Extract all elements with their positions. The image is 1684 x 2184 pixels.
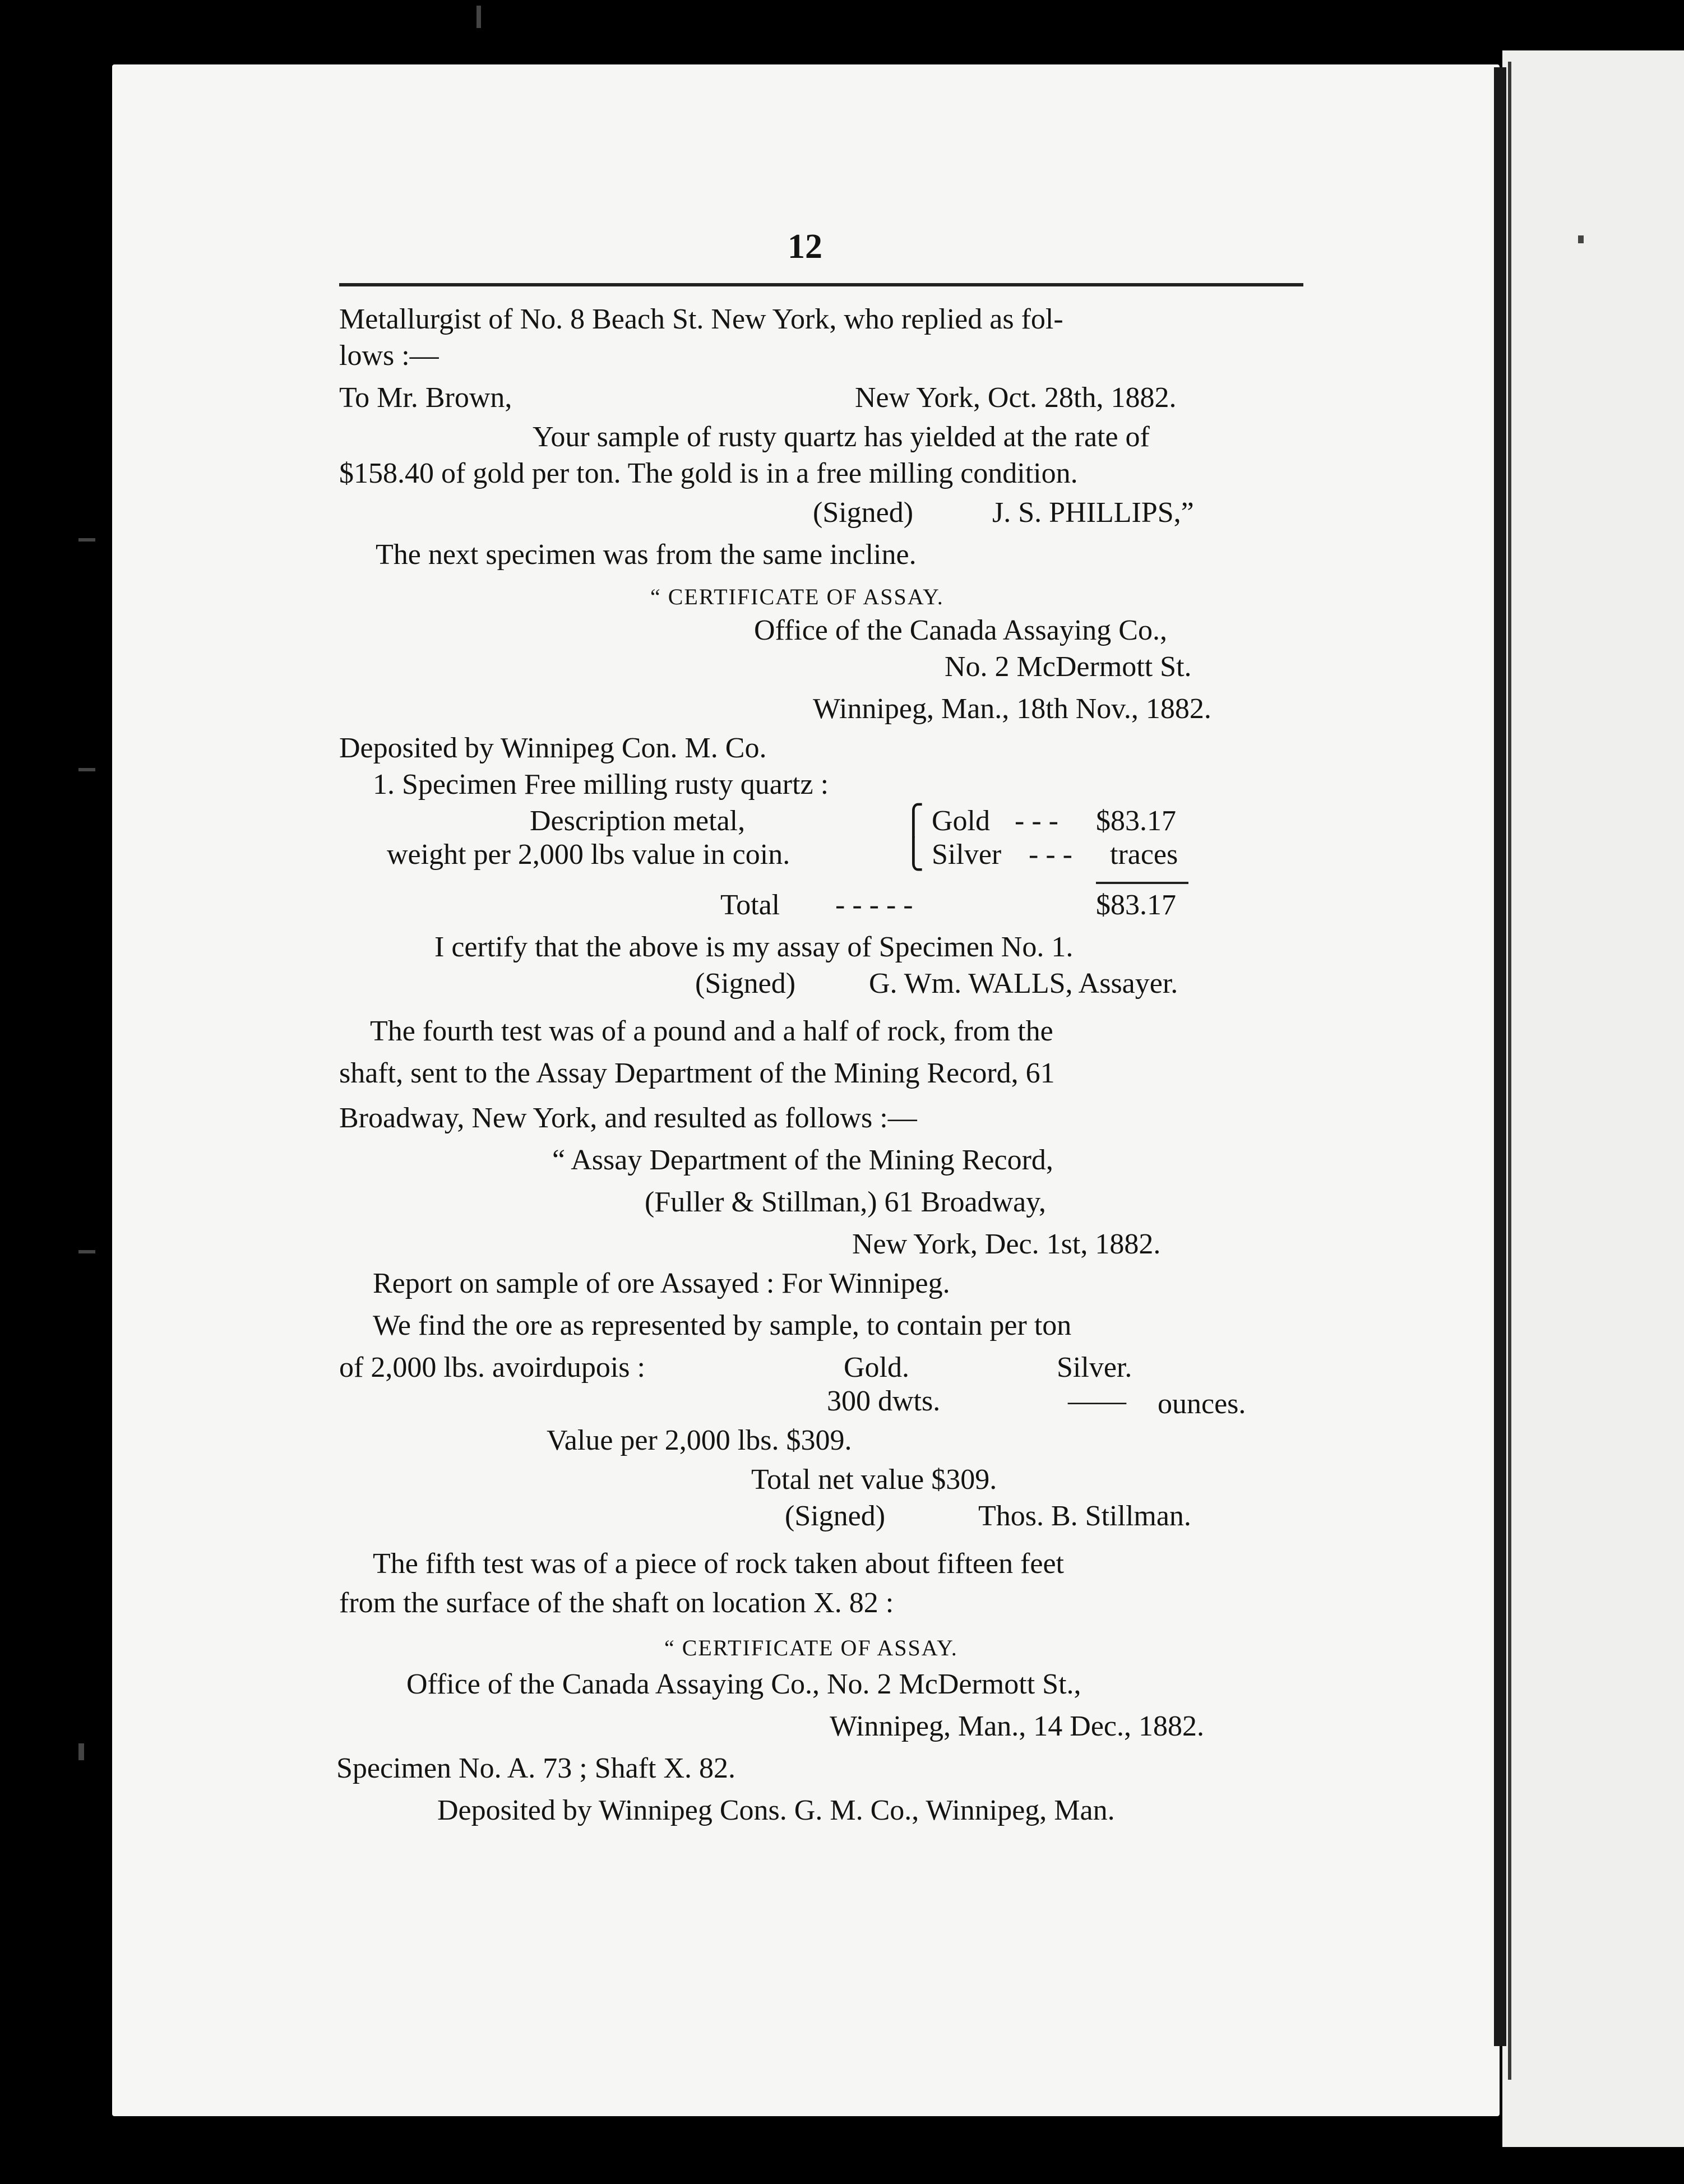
text-line: Report on sample of ore Assayed : For Winnipeg. — [373, 1267, 950, 1299]
text-line: The next specimen was from the same incline. — [376, 539, 917, 571]
table-dots: - - - - - — [835, 889, 913, 921]
text-line: Office of the Canada Assaying Co., — [754, 614, 1167, 646]
page-number: 12 — [788, 228, 822, 266]
certificate-heading: “ CERTIFICATE OF ASSAY. — [650, 584, 944, 609]
text-line: I certify that the above is my assay of Specimen No. 1. — [434, 931, 1074, 963]
table-total-value: $83.17 — [1096, 889, 1176, 921]
certificate-heading: “ CERTIFICATE OF ASSAY. — [664, 1635, 958, 1660]
column-heading-silver: Silver. — [1057, 1352, 1132, 1383]
text-line: The fifth test was of a piece of rock taken about fifteen feet — [373, 1548, 1064, 1580]
signature: J. S. PHILLIPS,” — [992, 497, 1194, 529]
text-line: of 2,000 lbs. avoirdupois : — [339, 1352, 645, 1383]
text-line: To Mr. Brown, — [339, 382, 512, 414]
scan-mark — [1578, 235, 1584, 243]
column-heading-gold: Gold. — [844, 1352, 909, 1383]
text-line: No. 2 McDermott St. — [945, 651, 1192, 683]
adjacent-page-edge — [1502, 50, 1684, 2147]
table-dots: - - - — [1015, 805, 1058, 837]
dateline: New York, Dec. 1st, 1882. — [852, 1228, 1161, 1260]
text-line: lows :— — [339, 340, 439, 372]
text-line: We find the ore as represented by sample, to contain per ton — [373, 1310, 1072, 1341]
text-line: Value per 2,000 lbs. $309. — [547, 1424, 852, 1456]
dateline: New York, Oct. 28th, 1882. — [855, 382, 1177, 414]
text-line: 1. Specimen Free milling rusty quartz : — [373, 769, 829, 801]
text-line: The fourth test was of a pound and a half of rock, from the — [370, 1015, 1053, 1047]
signature: G. Wm. WALLS, Assayer. — [869, 968, 1178, 1000]
table-total-label: Total — [720, 889, 780, 921]
text-line: Office of the Canada Assaying Co., No. 2 McDermott St., — [406, 1668, 1081, 1700]
signature-label: (Signed) — [695, 968, 796, 1000]
scan-mark — [78, 768, 95, 771]
header-rule — [339, 283, 1303, 286]
page-shadow-edge — [1494, 67, 1506, 2046]
signature-label: (Signed) — [813, 497, 914, 529]
table-value: traces — [1110, 839, 1178, 871]
table-label: Description metal, — [530, 805, 746, 837]
silver-unit: ounces. — [1158, 1388, 1246, 1420]
table-value: $83.17 — [1096, 805, 1176, 837]
table-dots: - - - — [1029, 839, 1072, 871]
text-line: from the surface of the shaft on location X. 82 : — [339, 1587, 894, 1619]
text-line: Metallurgist of No. 8 Beach St. New York, who replied as fol- — [339, 303, 1063, 335]
table-label: weight per 2,000 lbs value in coin. — [387, 839, 790, 871]
table-metal: ⎩ Silver — [903, 839, 1002, 871]
total-rule — [1096, 882, 1188, 884]
scan-mark — [78, 1743, 84, 1760]
text-line: Broadway, New York, and resulted as follows :— — [339, 1102, 917, 1134]
text-line: Specimen No. A. 73 ; Shaft X. 82. — [336, 1752, 736, 1784]
scan-mark — [476, 6, 481, 28]
text-line: $158.40 of gold per ton. The gold is in a free milling condition. — [339, 457, 1078, 489]
signature: Thos. B. Stillman. — [978, 1500, 1191, 1532]
text-line: shaft, sent to the Assay Department of the Mining Record, 61 — [339, 1057, 1055, 1089]
dateline: Winnipeg, Man., 14 Dec., 1882. — [830, 1710, 1205, 1742]
text-line: “ Assay Department of the Mining Record, — [552, 1144, 1053, 1176]
text-line: Deposited by Winnipeg Con. M. Co. — [339, 732, 767, 764]
table-metal: ⎧ Gold — [903, 805, 990, 837]
text-line: Total net value $309. — [751, 1464, 997, 1496]
gold-value: 300 dwts. — [827, 1385, 941, 1417]
scan-mark — [78, 538, 95, 542]
binding-line — [1508, 62, 1511, 2080]
dateline: Winnipeg, Man., 18th Nov., 1882. — [813, 693, 1211, 725]
signature-label: (Signed) — [785, 1500, 886, 1532]
text-line: (Fuller & Stillman,) 61 Broadway, — [645, 1186, 1046, 1218]
text-line: Your sample of rusty quartz has yielded at the rate of — [533, 421, 1150, 453]
scan-mark — [78, 1250, 95, 1253]
silver-value: —— — [1068, 1385, 1126, 1417]
text-line: Deposited by Winnipeg Cons. G. M. Co., Winnipeg, Man. — [437, 1794, 1115, 1826]
